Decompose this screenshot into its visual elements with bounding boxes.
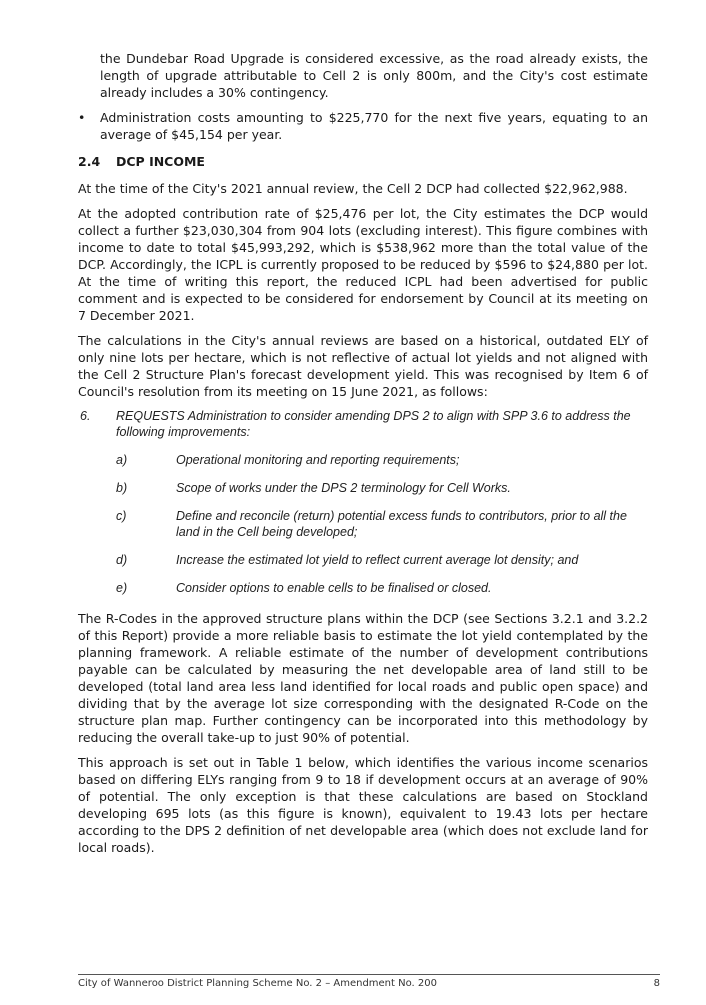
footer-document-title: City of Wanneroo District Planning Scheme No. 2 – Amendment No. 200 [78,978,437,989]
paragraph: The calculations in the City's annual reviews are based on a historical, outdated ELY of only nine lots per hectare, which is not reflective of actual lot yields and not aligned with the Cell 2 Structure Plan's forecast development yield. This was recognised by Item 6 of Council's resolution from its meeting on 15 June 2021, as follows: [78,333,648,399]
resolution-item-label: a) [116,453,128,467]
resolution-number: 6. [80,409,91,423]
page-footer [78,974,660,989]
section-number: 2.4 [78,154,101,169]
paragraph: The R-Codes in the approved structure plans within the DCP (see Sections 3.2.1 and 3.2.2 of this Report) provide a more reliable basis to estimate the lot yield contemplated by the planning framework. A reliable estimate of the number of development contributions payable can be calculated by measuring the net developable area of land still to be developed (total land area less land identified for local roads and public open space) and dividing that by the average lot size corresponding with the designated R-Code on the structure plan map. Further contingency can be incorporated into this methodology by reducing the overall take-up to just 90% of potential. [78,611,648,745]
section-heading [78,153,648,170]
resolution-item-label: d) [116,553,128,567]
bullet-text: Administration costs amounting to $225,770 for the next five years, equating to an average of $45,154 per year. [100,110,648,142]
resolution-item-text: Increase the estimated lot yield to reflect current average lot density; and [176,553,579,567]
resolution-item-label: e) [116,581,128,595]
document-page [78,50,648,864]
resolution-item-text: Scope of works under the DPS 2 terminology for Cell Works. [176,481,511,495]
resolution-item [78,480,648,496]
section-title: DCP INCOME [116,154,205,169]
resolution-item-label: b) [116,481,128,495]
paragraph: At the adopted contribution rate of $25,476 per lot, the City estimates the DCP would collect a further $23,030,304 from 904 lots (excluding interest). This figure combines with income to date to total $45,993,292, which is $538,962 more than the total value of the DCP. Accordingly, the ICPL is currently proposed to be reduced by $596 to $24,880 per lot. At the time of writing this report, the reduced ICPL had been advertised for public comment and is expected to be considered for endorsement by Council at its meeting on 7 December 2021. [78,206,648,323]
resolution-item [78,580,648,596]
resolution-item-text: Consider options to enable cells to be finalised or closed. [176,581,492,595]
page-number: 8 [653,978,660,989]
bullet-dot-icon: • [78,110,86,125]
resolution-item [78,552,648,568]
resolution-header [78,408,648,440]
resolution-item-label: c) [116,509,127,523]
continued-bullet-text: the Dundebar Road Upgrade is considered excessive, as the road already exists, the length of upgrade attributable to Cell 2 is only 800m, and the City's cost estimate already includes a 30% contingency. [100,51,648,100]
resolution-item [78,508,648,540]
resolution-item [78,452,648,468]
paragraph: This approach is set out in Table 1 below, which identifies the various income scenarios based on differing ELYs ranging from 9 to 18 if development occurs at an average of 90% of potential. The only exception is that these calculations are based on Stockland developing 695 lots (as this figure is known), equivalent to 19.43 lots per hectare according to the DPS 2 definition of net developable area (which does not exclude land for local roads). [78,755,648,855]
council-resolution-quote [78,408,648,596]
resolution-text: REQUESTS Administration to consider amending DPS 2 to align with SPP 3.6 to address the following improvements: [116,409,631,439]
bullet-item [78,109,648,143]
paragraph: At the time of the City's 2021 annual review, the Cell 2 DCP had collected $22,962,988. [78,181,628,196]
resolution-item-text: Define and reconcile (return) potential excess funds to contributors, prior to all the land in the Cell being developed; [176,509,627,539]
resolution-item-text: Operational monitoring and reporting requirements; [176,453,460,467]
